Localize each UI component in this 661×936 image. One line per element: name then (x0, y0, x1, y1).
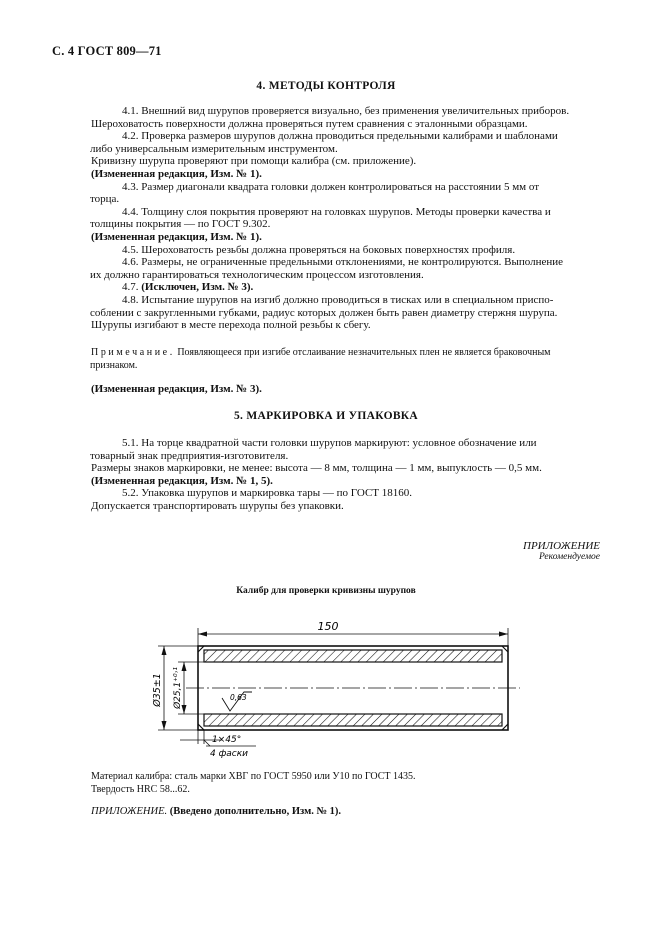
para-4-8: 4.8. Испытание шурупов на изгиб должно проводиться в тисках или в специальном приспо- (122, 293, 554, 306)
para-4-8-bending: Шурупы изгибают в месте перехода полной резьбы к сбегу. (91, 319, 371, 332)
para-4-2-curvature: Кривизну шурупа проверяют при помощи калибра (см. приложение). (91, 155, 417, 168)
gauge-wall-top (204, 650, 502, 662)
para-4-3-cont: торца. (90, 193, 120, 206)
note-block (91, 347, 600, 372)
para-5-2-transport: Допускается транспортировать шурупы без упаковки. (91, 499, 344, 512)
note-text: Появляющееся при изгибе отслаивание незначительных плен не является браковочным (174, 347, 551, 358)
chamfer-tr (502, 646, 508, 652)
note-label: Примечание. (91, 347, 175, 358)
gauge-hardness: Твердость HRC 58...62. (91, 784, 190, 795)
para-4-1-roughness: Шероховатость поверхности должна проверяться путем сравнения с эталонными образцами. (91, 117, 528, 130)
edition-note-3: (Измененная редакция, Изм. № 3). (91, 383, 262, 395)
appendix-recommended: Рекомендуемое (538, 552, 600, 562)
para-4-7 (91, 281, 600, 294)
gauge-material: Материал калибра: сталь марки ХВГ по ГОСТ 5950 или У10 по ГОСТ 1435. (91, 771, 416, 782)
para-4-1: 4.1. Внешний вид шурупов проверяется визуально, без применения увеличительных приборов. (122, 105, 570, 117)
chamfer-size-label: 1×45° (212, 735, 242, 745)
chamfer-bl (198, 724, 204, 730)
chamfer-br (502, 724, 508, 730)
section-5-title: 5. МАРКИРОВКА И УПАКОВКА (233, 410, 419, 422)
appendix-footer-note (91, 806, 341, 817)
chamfer-tl (198, 646, 204, 652)
edition-note-2: (Измененная редакция, Изм. № 1). (91, 230, 262, 243)
outer-diameter-label: Ø35±1 (152, 673, 163, 707)
inner-diameter-label: Ø25,1⁺⁰˒¹ (173, 667, 183, 709)
note-text-cont: признаком. (90, 359, 138, 371)
para-4-2: 4.2. Проверка размеров шурупов должна проводиться предельными калибрами и шаблонами (122, 130, 558, 143)
length-arrow-left (198, 632, 207, 637)
chamfer-leader (204, 740, 210, 746)
para-4-6-cont: их должно гарантироваться технологическим процессом изготовления. (90, 268, 424, 281)
para-4-8-cont: соблении с закругленными губками, радиус которых должен быть равен диаметру стержня шурупа. (90, 306, 558, 319)
para-4-7-excluded: (Исключен, Изм. № 3). (141, 281, 254, 294)
appendix-footer-bold: (Введено дополнительно, Изм. № 1). (167, 806, 342, 817)
para-4-5: 4.5. Шероховатость резьбы должна проверяться на боковых поверхностях профиля. (122, 243, 516, 256)
para-5-1-sizes: Размеры знаков маркировки, не менее: высота — 8 мм, толщина — 1 мм, выпуклость — 0,5 мм. (91, 462, 542, 475)
appendix-label: ПРИЛОЖЕНИЕ (523, 540, 600, 552)
length-label: 150 (317, 620, 339, 633)
gauge-wall-bottom (204, 714, 502, 726)
para-4-6: 4.6. Размеры, не ограниченные предельными отклонениями, не контролируются. Выполнение (122, 256, 564, 269)
page-header: С. 4 ГОСТ 809—71 (52, 44, 162, 58)
para-4-4-cont: толщины покрытия — по ГОСТ 9.302. (90, 218, 271, 231)
roughness-label: 0,63 (230, 693, 247, 702)
outer-dim-arrow-bottom (162, 721, 167, 730)
section-4-title: 4. МЕТОДЫ КОНТРОЛЯ (256, 80, 396, 92)
figure-title: Калибр для проверки кривизны шурупов (236, 586, 416, 596)
para-5-2: 5.2. Упаковка шурупов и маркировка тары — по ГОСТ 18160. (122, 487, 412, 500)
length-arrow-right (499, 632, 508, 637)
section-4-body (91, 105, 600, 332)
outer-dim-arrow-top (162, 646, 167, 655)
para-4-3: 4.3. Размер диагонали квадрата головки должен контролироваться на расстоянии 5 мм от (122, 180, 540, 193)
para-4-7-number: 4.7. (122, 281, 142, 294)
edition-note-1: (Измененная редакция, Изм. № 1). (91, 167, 262, 180)
appendix-footer-italic: ПРИЛОЖЕНИЕ. (91, 806, 168, 817)
section-5-body (91, 437, 600, 513)
para-5-1: 5.1. На торце квадратной части головки шурупов маркируют: условное обозначение или (122, 437, 537, 449)
gauge-drawing (0, 612, 661, 782)
para-4-4: 4.4. Толщину слоя покрытия проверяют на головках шурупов. Методы проверки качества и (122, 205, 551, 218)
chamfer-count-label: 4 фаски (210, 749, 249, 759)
para-5-1-cont: товарный знак предприятия-изготовителя. (90, 449, 289, 462)
para-4-2-cont: либо универсальным измерительным инструментом. (90, 142, 338, 155)
edition-note-5: (Измененная редакция, Изм. № 1, 5). (91, 474, 273, 487)
